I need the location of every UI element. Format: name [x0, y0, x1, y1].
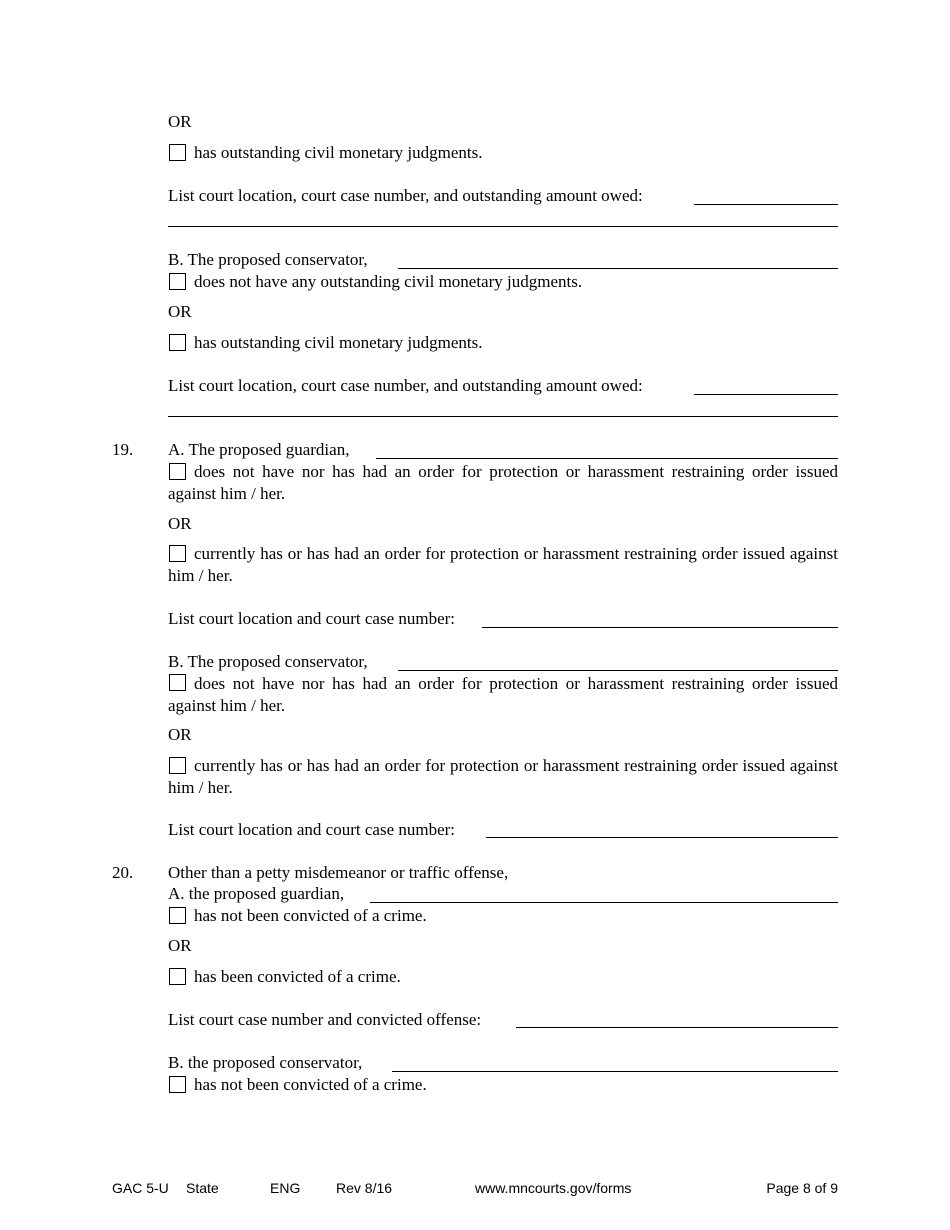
has-judgments-label-a: has outstanding civil monetary judgments.: [194, 143, 483, 162]
list-offense-field-a[interactable]: [516, 1027, 838, 1028]
list-judgments-field-b-cont[interactable]: [168, 416, 838, 417]
not-convicted-label-a: has not been convicted of a crime.: [194, 906, 427, 925]
or-label: OR: [168, 514, 192, 533]
list-judgments-label-b: List court location, court case number, and outstanding amount owed:: [168, 376, 643, 395]
q20-intro: Other than a petty misdemeanor or traffic offense,: [168, 863, 509, 882]
q19b-label: B. The proposed conservator,: [168, 652, 368, 671]
no-order-text-a: does not have nor has had an order for protection or harassment restraining order issued against him / her.: [168, 462, 838, 503]
list-judgments-field-a-cont[interactable]: [168, 226, 838, 227]
question-number-20: 20.: [112, 863, 134, 882]
or-label: OR: [168, 725, 192, 744]
list-order-label-b: List court location and court case number:: [168, 820, 456, 839]
has-judgments-checkbox-b[interactable]: [169, 334, 186, 351]
not-convicted-checkbox-a[interactable]: [169, 907, 186, 924]
list-order-label-a: List court location and court case number:: [168, 609, 456, 628]
convicted-checkbox-a[interactable]: [169, 968, 186, 985]
no-judgments-label-b: does not have any outstanding civil monetary judgments.: [194, 272, 583, 291]
has-order-text-b: currently has or has had an order for protection or harassment restraining order issued against him / her.: [168, 756, 838, 797]
proposed-conservator-name-field-19[interactable]: [398, 670, 838, 671]
q19a-label: A. The proposed guardian,: [168, 440, 350, 459]
list-judgments-label-a: List court location, court case number, and outstanding amount owed:: [168, 186, 643, 205]
not-convicted-label-b: has not been convicted of a crime.: [194, 1075, 427, 1094]
footer-form-id: GAC 5-U: [112, 1180, 169, 1196]
has-judgments-label-b: has outstanding civil monetary judgments.: [194, 333, 483, 352]
q20a-label: A. the proposed guardian,: [168, 884, 345, 903]
footer-url[interactable]: www.mncourts.gov/forms: [475, 1180, 632, 1196]
footer-page-number: Page 8 of 9: [766, 1180, 838, 1196]
proposed-conservator-name-field-20[interactable]: [392, 1071, 838, 1072]
proposed-guardian-name-field-19[interactable]: [376, 458, 838, 459]
has-order-text-a: currently has or has had an order for protection or harassment restraining order issued against him / her.: [168, 544, 838, 585]
convicted-label-a: has been convicted of a crime.: [194, 967, 401, 986]
has-judgments-checkbox-a[interactable]: [169, 144, 186, 161]
q20b-label: B. the proposed conservator,: [168, 1053, 363, 1072]
not-convicted-checkbox-b[interactable]: [169, 1076, 186, 1093]
proposed-conservator-name-field-18[interactable]: [398, 268, 838, 269]
footer-language: ENG: [270, 1180, 301, 1196]
no-order-text-b: does not have nor has had an order for protection or harassment restraining order issued against him / her.: [168, 674, 838, 715]
list-order-field-a[interactable]: [482, 627, 838, 628]
list-order-field-b[interactable]: [486, 837, 838, 838]
proposed-guardian-name-field-20[interactable]: [370, 902, 838, 903]
or-label: OR: [168, 302, 192, 321]
or-label: OR: [168, 112, 192, 131]
footer-jurisdiction: State: [186, 1180, 219, 1196]
question-number-19: 19.: [112, 440, 134, 459]
no-judgments-checkbox-b[interactable]: [169, 273, 186, 290]
list-judgments-field-b[interactable]: [694, 394, 838, 395]
list-offense-label-a: List court case number and convicted offense:: [168, 1010, 482, 1029]
list-judgments-field-a[interactable]: [694, 204, 838, 205]
q18b-label: B. The proposed conservator,: [168, 250, 368, 269]
footer-revision: Rev 8/16: [336, 1180, 393, 1196]
or-label: OR: [168, 936, 192, 955]
